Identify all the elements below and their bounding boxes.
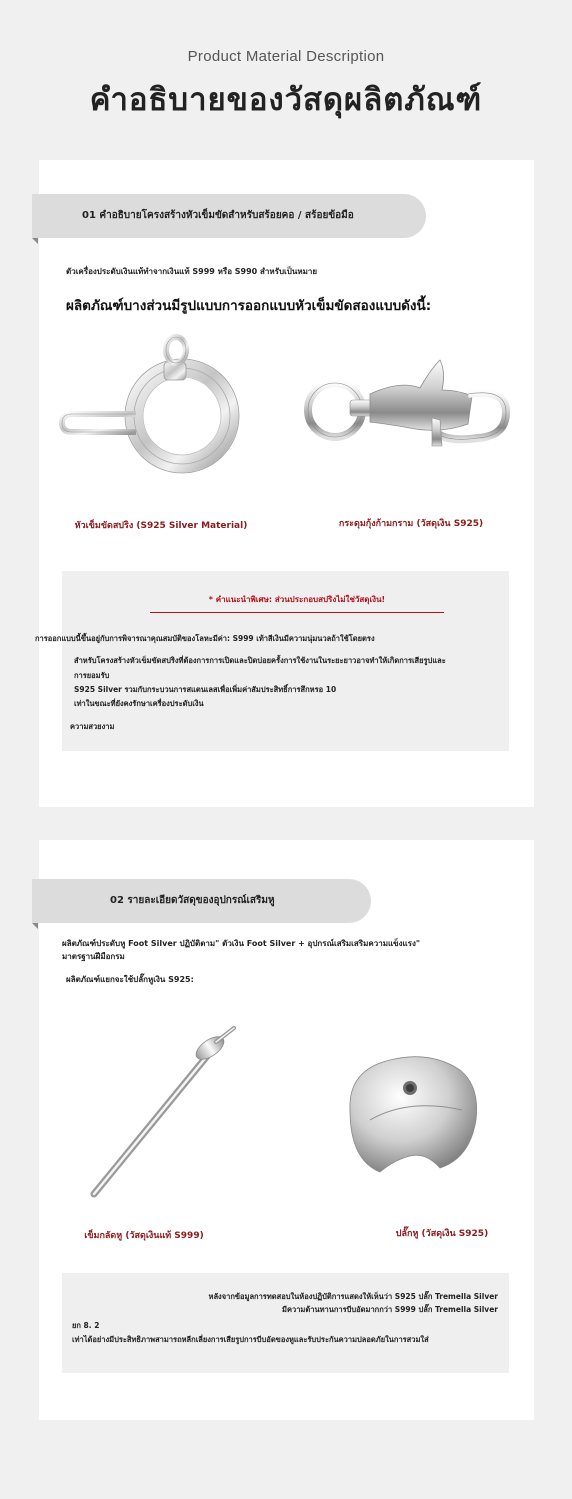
note-line: มีความต้านทานการบีบอัดมากกว่า S999 ปลั๊ก Tremella Silver xyxy=(282,1305,498,1314)
note-line: สำหรับโครงสร้างหัวเข็มขัดสปริงที่ต้องการการเปิดและปิดบ่อยครั้งการใช้งานในระยะยาวอาจทำให้เกิดการเสียรูปและ xyxy=(74,656,446,665)
note-line: การออกแบบนี้ขึ้นอยู่กับการพิจารณาคุณสมบัติของโลหะมีค่า: S999 เท้าสีเงินมีความนุ่มนวลถ้าใช้โดยตรง xyxy=(35,634,375,643)
section-2-tab: 02 รายละเอียดวัสดุของอุปกรณ์เสริมหู xyxy=(32,879,371,923)
note-line: ยก 8. 2 xyxy=(72,1321,100,1330)
lobster-clasp-caption: กระดุมกุ้งก้ามกราม (วัสดุเงิน S925) xyxy=(338,519,484,529)
note-line: ความสวยงาม xyxy=(70,722,115,731)
ear-back-caption: ปลั๊กหู (วัสดุเงิน S925) xyxy=(395,1229,489,1239)
section-2-intro: ผลิตภัณฑ์ประดับหู Foot Silver ปฏิบัติตาม" ตัวเงิน Foot Silver + อุปกรณ์เสริมเสริมความแข็งแรง" xyxy=(62,939,421,948)
ear-pin-icon xyxy=(82,1022,252,1208)
note-line: เท่าได้อย่างมีประสิทธิภาพสามารถหลีกเลี่ยงการเสียรูปการบีบอัดของหูและรับประกันความปลอดภัยในการสวมใส่ xyxy=(72,1335,429,1344)
spring-clasp-caption: หัวเข็มขัดสปริง (S925 Silver Material) xyxy=(74,521,248,531)
section-1-intro: ตัวเครื่องประดับเงินแท้ทำจากเงินแท้ S999 หรือ S990 สำหรับเป็นหมาย xyxy=(66,267,318,276)
test-note-box xyxy=(62,1273,509,1373)
ear-back-icon xyxy=(330,1040,490,1180)
spring-ring-clasp-icon xyxy=(58,332,248,484)
section-2-sub: ผลิตภัณฑ์แยกจะใช้ปลั๊กหูเงิน S925: xyxy=(66,975,194,984)
page-title: คำอธิบายของวัสดุผลิตภัณฑ์ xyxy=(89,82,483,118)
note-line: เท่าในขณะที่ยังคงรักษาเครื่องประดับเงิน xyxy=(74,699,204,708)
section-1-tab: 01 คำอธิบายโครงสร้างหัวเข็มขัดสำหรับสร้อยคอ / สร้อยข้อมือ xyxy=(32,194,426,238)
lobster-clasp-icon xyxy=(300,350,510,468)
special-note-heading: * คำแนะนำพิเศษ: ส่วนประกอบสปริงไม่ใช่วัสดุเงิน! xyxy=(150,593,444,613)
note-line: หลังจากข้อมูลการทดสอบในห้องปฏิบัติการแสดงให้เห็นว่า S925 ปลั๊ก Tremella Silver xyxy=(208,1292,498,1301)
section-1-headline: ผลิตภัณฑ์บางส่วนมีรูปแบบการออกแบบหัวเข็มขัดสองแบบดังนี้: xyxy=(66,298,432,314)
section-2-intro-2: มาตรฐานฝีมือกรม xyxy=(62,952,125,961)
ear-pin-caption: เข็มกลัดหู (วัสดุเงินแท้ S999) xyxy=(84,1231,204,1241)
note-line: การยอมรับ xyxy=(74,671,110,680)
page-subtitle: Product Material Description xyxy=(187,48,385,65)
note-line: S925 Silver รวมกับกระบวนการสแตนเลสเพื่อเพิ่มค่าสัมประสิทธิ์การสึกหรอ 10 xyxy=(74,685,337,694)
